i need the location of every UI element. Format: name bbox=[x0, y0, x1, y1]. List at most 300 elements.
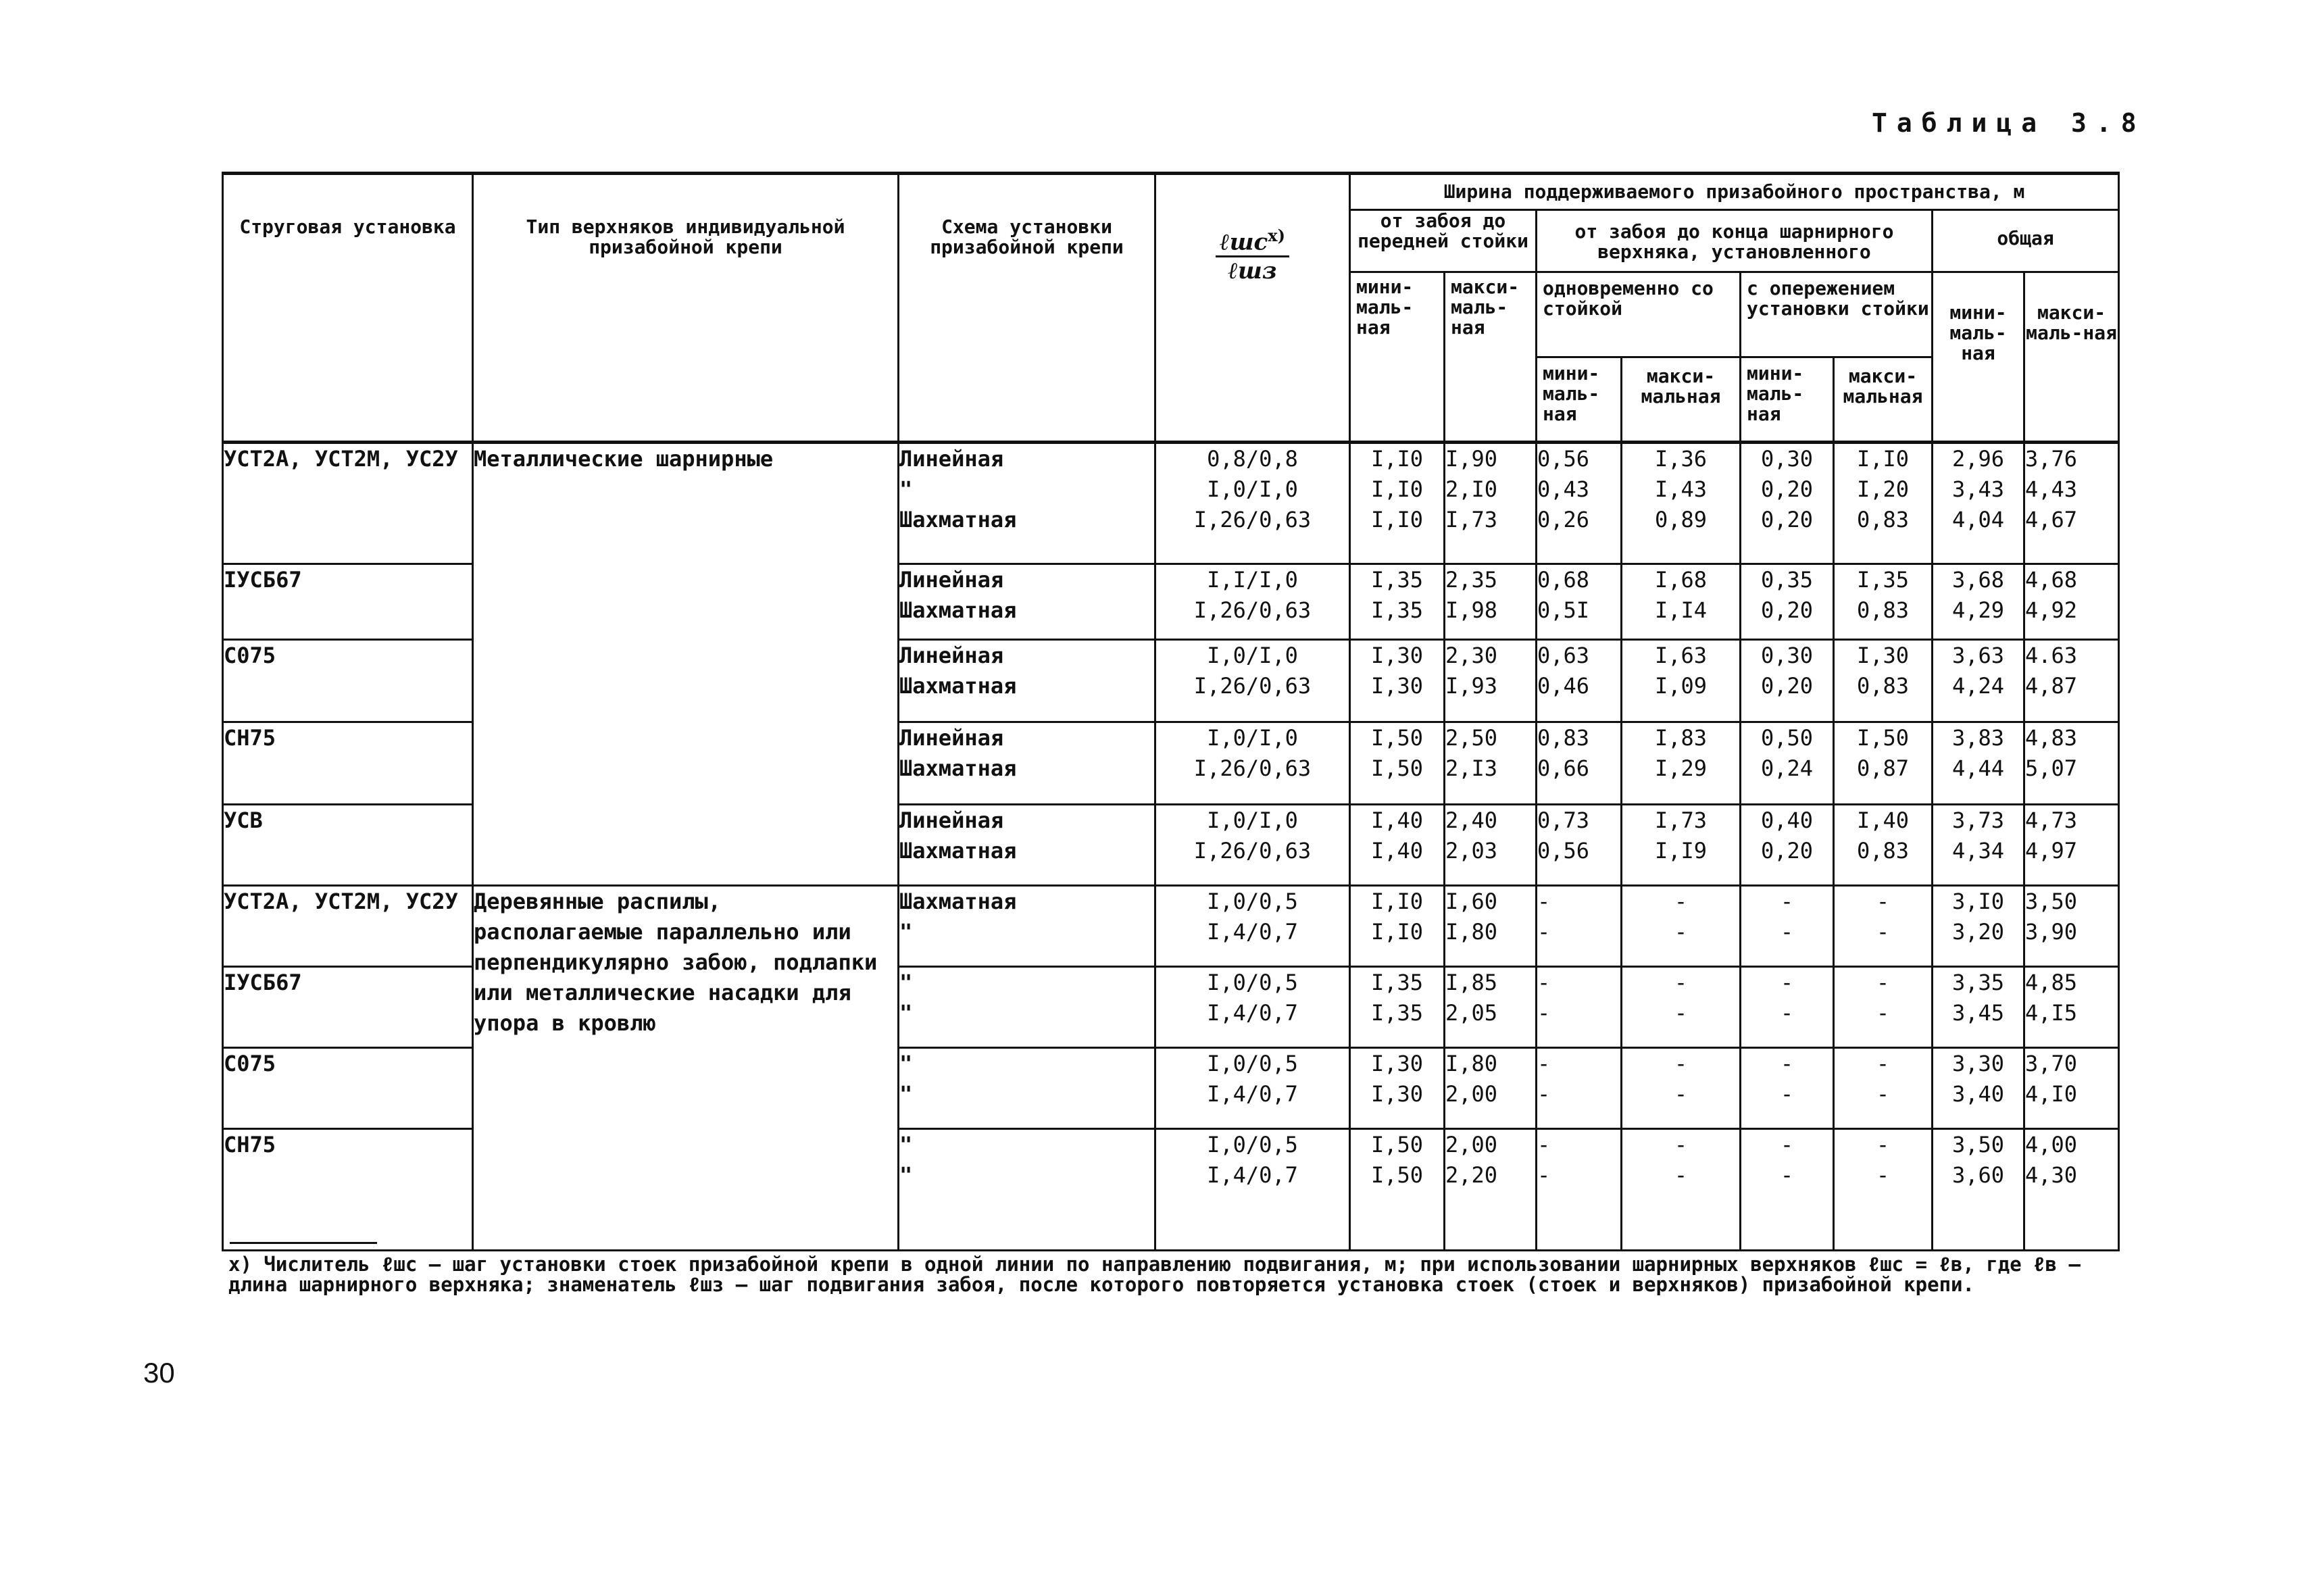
value: I,26/0,63 bbox=[1193, 755, 1312, 781]
value: I,0/I,0 bbox=[1207, 643, 1298, 668]
ratio-fraction bbox=[1216, 222, 1289, 284]
value: 3,90 bbox=[2025, 919, 2078, 945]
value: - bbox=[1876, 1132, 1890, 1157]
front-min-cell bbox=[1350, 1048, 1445, 1129]
adv-max-cell bbox=[1834, 1129, 1933, 1251]
value: I,60 bbox=[1445, 889, 1498, 914]
value: 3,43 bbox=[1951, 476, 2005, 502]
header-total: общая bbox=[1933, 210, 2119, 272]
sim-max-cell bbox=[1622, 722, 1741, 805]
value: 3,40 bbox=[1951, 1081, 2005, 1107]
ratio-cell bbox=[1155, 886, 1350, 967]
header-crib-type: Тип верхняков индивидуальной призабойной крепи bbox=[473, 174, 899, 443]
value: 0,83 bbox=[1856, 673, 1910, 699]
value: 4,92 bbox=[2025, 597, 2078, 623]
header-front-min: мини-маль-ная bbox=[1350, 272, 1445, 443]
value: I,26/0,63 bbox=[1193, 507, 1312, 532]
sim-max-cell bbox=[1622, 967, 1741, 1048]
value: I,40 bbox=[1370, 807, 1424, 833]
page-number: 30 bbox=[143, 1357, 175, 1389]
crib-type-metal: Металлические шарнирные bbox=[473, 443, 899, 886]
front-max-cell bbox=[1445, 443, 1537, 564]
ratio-cell bbox=[1155, 1048, 1350, 1129]
tot-max-cell bbox=[2024, 805, 2119, 886]
sim-min-cell bbox=[1537, 886, 1622, 967]
value: 4,I5 bbox=[2025, 1000, 2078, 1026]
scheme-line: " bbox=[899, 476, 913, 502]
header-front-max: макси-маль-ная bbox=[1445, 272, 1537, 443]
tot-max-cell bbox=[2024, 886, 2119, 967]
value: 0,40 bbox=[1760, 807, 1814, 833]
value: I,35 bbox=[1370, 597, 1424, 623]
value: - bbox=[1537, 1051, 1551, 1076]
scheme-line: Линейная bbox=[899, 446, 1004, 472]
value: I,0/I,0 bbox=[1207, 807, 1298, 833]
value: 0,63 bbox=[1537, 643, 1590, 668]
value: 0,20 bbox=[1760, 597, 1814, 623]
table-caption: Таблица 3.8 bbox=[1872, 108, 2146, 138]
adv-max-cell bbox=[1834, 805, 1933, 886]
plant-cell: УСТ2А, УСТ2М, УС2У bbox=[223, 886, 473, 967]
header-sim-min: мини-маль-ная bbox=[1537, 357, 1622, 443]
value: I,63 bbox=[1654, 643, 1708, 668]
tot-max-cell bbox=[2024, 967, 2119, 1048]
ratio-cell bbox=[1155, 967, 1350, 1048]
scheme-cell bbox=[899, 564, 1155, 640]
value: I,43 bbox=[1654, 476, 1708, 502]
value: 3,35 bbox=[1951, 970, 2005, 995]
value: I,26/0,63 bbox=[1193, 673, 1312, 699]
value: I,I0 bbox=[1370, 446, 1424, 472]
value: I,50 bbox=[1370, 1162, 1424, 1188]
value: I,I/I,0 bbox=[1207, 567, 1298, 593]
plant-cell: С075 bbox=[223, 1048, 473, 1129]
value: 4,00 bbox=[2025, 1132, 2078, 1157]
value: 0,5I bbox=[1537, 597, 1590, 623]
value: 4,67 bbox=[2025, 507, 2078, 532]
value: I,50 bbox=[1370, 725, 1424, 751]
sim-max-cell bbox=[1622, 1048, 1741, 1129]
value: I,90 bbox=[1445, 446, 1498, 472]
value: 0,83 bbox=[1537, 725, 1590, 751]
plant-cell: IУСБ67 bbox=[223, 967, 473, 1048]
value: 0,30 bbox=[1760, 446, 1814, 472]
value: 2,I0 bbox=[1445, 476, 1498, 502]
plant-cell: С075 bbox=[223, 640, 473, 722]
value: - bbox=[1537, 1081, 1551, 1107]
sim-max-cell bbox=[1622, 640, 1741, 722]
value: 4,I0 bbox=[2025, 1081, 2078, 1107]
scheme-cell bbox=[899, 640, 1155, 722]
ratio-cell bbox=[1155, 564, 1350, 640]
value: 0,73 bbox=[1537, 807, 1590, 833]
tot-min-cell bbox=[1933, 640, 2024, 722]
table-row bbox=[223, 443, 2119, 564]
value: - bbox=[1537, 919, 1551, 945]
value: 2,03 bbox=[1445, 838, 1498, 864]
value: 4,85 bbox=[2025, 970, 2078, 995]
value: I,0/0,5 bbox=[1207, 970, 1298, 995]
value: - bbox=[1876, 1051, 1890, 1076]
value: I,0/0,5 bbox=[1207, 1051, 1298, 1076]
scheme-line: " bbox=[899, 1051, 913, 1076]
value: 4,43 bbox=[2025, 476, 2078, 502]
ratio-cell bbox=[1155, 805, 1350, 886]
value: I,29 bbox=[1654, 755, 1708, 781]
tot-min-cell bbox=[1933, 722, 2024, 805]
value: - bbox=[1780, 1000, 1794, 1026]
value: 3,20 bbox=[1951, 919, 2005, 945]
value: 0,89 bbox=[1654, 507, 1708, 532]
value: - bbox=[1780, 1051, 1794, 1076]
tot-max-cell bbox=[2024, 640, 2119, 722]
value: I,30 bbox=[1370, 1081, 1424, 1107]
adv-max-cell bbox=[1834, 1048, 1933, 1129]
adv-min-cell bbox=[1741, 443, 1834, 564]
value: - bbox=[1674, 1051, 1688, 1076]
plant-cell: УСТ2А, УСТ2М, УС2У bbox=[223, 443, 473, 564]
value: 0,35 bbox=[1760, 567, 1814, 593]
value: I,I0 bbox=[1370, 476, 1424, 502]
sim-max-cell bbox=[1622, 886, 1741, 967]
header-ahead: с опережением установки стойки bbox=[1741, 272, 1933, 357]
sim-min-cell bbox=[1537, 967, 1622, 1048]
value: 4,04 bbox=[1951, 507, 2005, 532]
value: I,68 bbox=[1654, 567, 1708, 593]
tot-min-cell bbox=[1933, 805, 2024, 886]
adv-min-cell bbox=[1741, 1048, 1834, 1129]
adv-min-cell bbox=[1741, 1129, 1834, 1251]
adv-max-cell bbox=[1834, 886, 1933, 967]
scheme-line: " bbox=[899, 1162, 913, 1188]
tot-max-cell bbox=[2024, 1048, 2119, 1129]
scheme-line: Шахматная bbox=[899, 838, 1017, 864]
scheme-line: Шахматная bbox=[899, 673, 1017, 699]
scheme-line: " bbox=[899, 1132, 913, 1157]
header-total-min: мини-маль-ная bbox=[1933, 272, 2024, 443]
value: I,50 bbox=[1856, 725, 1910, 751]
value: I,30 bbox=[1370, 643, 1424, 668]
adv-max-cell bbox=[1834, 722, 1933, 805]
value: I,35 bbox=[1856, 567, 1910, 593]
sim-min-cell bbox=[1537, 640, 1622, 722]
header-adv-max: макси-мальная bbox=[1834, 357, 1933, 443]
value: I,4/0,7 bbox=[1207, 1000, 1298, 1026]
scheme-cell bbox=[899, 805, 1155, 886]
header-simultaneous: одновременно со стойкой bbox=[1537, 272, 1741, 357]
sim-min-cell bbox=[1537, 1129, 1622, 1251]
value: 4,44 bbox=[1951, 755, 2005, 781]
value: - bbox=[1674, 1162, 1688, 1188]
value: - bbox=[1876, 1081, 1890, 1107]
value: 0,26 bbox=[1537, 507, 1590, 532]
value: 0,20 bbox=[1760, 838, 1814, 864]
header-sim-max: макси-мальная bbox=[1622, 357, 1741, 443]
value: - bbox=[1537, 970, 1551, 995]
value: - bbox=[1537, 1132, 1551, 1157]
table-row bbox=[223, 886, 2119, 967]
sim-max-cell bbox=[1622, 805, 1741, 886]
ratio-denominator: ℓшз bbox=[1228, 257, 1277, 285]
value: I,I4 bbox=[1654, 597, 1708, 623]
value: 2,50 bbox=[1445, 725, 1498, 751]
value: 4.63 bbox=[2025, 643, 2078, 668]
scheme-cell bbox=[899, 967, 1155, 1048]
value: - bbox=[1876, 919, 1890, 945]
scheme-line: Шахматная bbox=[899, 889, 1017, 914]
front-min-cell bbox=[1350, 805, 1445, 886]
value: 0,43 bbox=[1537, 476, 1590, 502]
adv-max-cell bbox=[1834, 443, 1933, 564]
scheme-cell bbox=[899, 886, 1155, 967]
front-max-cell bbox=[1445, 1048, 1537, 1129]
value: 4,34 bbox=[1951, 838, 2005, 864]
value: I,I0 bbox=[1370, 919, 1424, 945]
footnote: х) Числитель ℓшс – шаг установки стоек призабойной крепи в одной линии по направлению подвигания, м; при использовании шарнирных верхняков ℓшс = ℓв, где ℓв – длина шарнирного верхняка; знаменатель ℓшз – шаг подвигания забоя, после которого повторяется установка стоек (стоек и верхняков) призабойной крепи. bbox=[228, 1253, 2081, 1296]
value: I,30 bbox=[1856, 643, 1910, 668]
tot-min-cell bbox=[1933, 1129, 2024, 1251]
value: - bbox=[1537, 1162, 1551, 1188]
adv-min-cell bbox=[1741, 640, 1834, 722]
crib-type-wood: Деревянные распилы, располагаемые параллельно или перпендикулярно забою, подлапки или металлические насадки для упора в кровлю bbox=[473, 886, 899, 1251]
value: I,26/0,63 bbox=[1193, 597, 1312, 623]
tot-max-cell bbox=[2024, 564, 2119, 640]
value: - bbox=[1780, 1162, 1794, 1188]
adv-min-cell bbox=[1741, 564, 1834, 640]
header-adv-min: мини-маль-ная bbox=[1741, 357, 1834, 443]
scheme-line: " bbox=[899, 1000, 913, 1026]
header-scheme: Схема установки призабойной крепи bbox=[899, 174, 1155, 443]
value: - bbox=[1876, 1000, 1890, 1026]
ratio-cell bbox=[1155, 722, 1350, 805]
value: 0,20 bbox=[1760, 673, 1814, 699]
value: - bbox=[1780, 1132, 1794, 1157]
value: I,93 bbox=[1445, 673, 1498, 699]
scheme-line: Линейная bbox=[899, 567, 1004, 593]
scheme-line: Линейная bbox=[899, 725, 1004, 751]
value: - bbox=[1876, 889, 1890, 914]
value: - bbox=[1780, 1081, 1794, 1107]
front-max-cell bbox=[1445, 1129, 1537, 1251]
sim-min-cell bbox=[1537, 443, 1622, 564]
header-width-group: Ширина поддерживаемого призабойного пространства, м bbox=[1350, 174, 2119, 210]
value: 5,07 bbox=[2025, 755, 2078, 781]
header-total-max: макси-маль-ная bbox=[2024, 272, 2119, 443]
value: - bbox=[1780, 889, 1794, 914]
value: 2,35 bbox=[1445, 567, 1498, 593]
front-min-cell bbox=[1350, 967, 1445, 1048]
front-min-cell bbox=[1350, 443, 1445, 564]
value: - bbox=[1674, 1132, 1688, 1157]
value: - bbox=[1537, 889, 1551, 914]
value: I,80 bbox=[1445, 1051, 1498, 1076]
tot-max-cell bbox=[2024, 1129, 2119, 1251]
value: I,50 bbox=[1370, 755, 1424, 781]
tot-min-cell bbox=[1933, 967, 2024, 1048]
value: - bbox=[1876, 1162, 1890, 1188]
tot-min-cell bbox=[1933, 564, 2024, 640]
scheme-line: " bbox=[899, 1081, 913, 1107]
tot-min-cell bbox=[1933, 1048, 2024, 1129]
footnote-mark: х) bbox=[1268, 226, 1285, 245]
value: - bbox=[1674, 919, 1688, 945]
scheme-line: Шахматная bbox=[899, 597, 1017, 623]
value: - bbox=[1780, 970, 1794, 995]
plant-cell: СН75 bbox=[223, 722, 473, 805]
value: I,98 bbox=[1445, 597, 1498, 623]
value: 3,73 bbox=[1951, 807, 2005, 833]
plant-cell: УСВ bbox=[223, 805, 473, 886]
value: I,35 bbox=[1370, 567, 1424, 593]
value: 0,20 bbox=[1760, 476, 1814, 502]
value: 0,87 bbox=[1856, 755, 1910, 781]
value: - bbox=[1537, 1000, 1551, 1026]
value: I,26/0,63 bbox=[1193, 838, 1312, 864]
footnote-rule bbox=[230, 1242, 377, 1244]
sim-min-cell bbox=[1537, 1048, 1622, 1129]
scheme-line: Шахматная bbox=[899, 507, 1017, 532]
value: I,4/0,7 bbox=[1207, 1162, 1298, 1188]
value: I,I9 bbox=[1654, 838, 1708, 864]
value: 0,56 bbox=[1537, 446, 1590, 472]
value: I,73 bbox=[1445, 507, 1498, 532]
adv-min-cell bbox=[1741, 805, 1834, 886]
value: 3,50 bbox=[1951, 1132, 2005, 1157]
value: I,83 bbox=[1654, 725, 1708, 751]
plant-cell: СН75 bbox=[223, 1129, 473, 1251]
value: I,0/I,0 bbox=[1207, 725, 1298, 751]
front-max-cell bbox=[1445, 805, 1537, 886]
ratio-cell bbox=[1155, 640, 1350, 722]
value: I,4/0,7 bbox=[1207, 919, 1298, 945]
value: 4,87 bbox=[2025, 673, 2078, 699]
adv-min-cell bbox=[1741, 722, 1834, 805]
front-min-cell bbox=[1350, 722, 1445, 805]
value: 4,83 bbox=[2025, 725, 2078, 751]
value: 0,66 bbox=[1537, 755, 1590, 781]
scheme-line: Шахматная bbox=[899, 755, 1017, 781]
scheme-cell bbox=[899, 1129, 1155, 1251]
value: 3,76 bbox=[2025, 446, 2078, 472]
value: 2,05 bbox=[1445, 1000, 1498, 1026]
value: I,36 bbox=[1654, 446, 1708, 472]
value: I,0/I,0 bbox=[1207, 476, 1298, 502]
value: I,30 bbox=[1370, 1051, 1424, 1076]
value: I,85 bbox=[1445, 970, 1498, 995]
header-front-stoyka: от забоя до передней стойки bbox=[1350, 210, 1537, 272]
value: - bbox=[1876, 970, 1890, 995]
sim-max-cell bbox=[1622, 1129, 1741, 1251]
value: 3,45 bbox=[1951, 1000, 2005, 1026]
tot-min-cell bbox=[1933, 443, 2024, 564]
value: 2,I3 bbox=[1445, 755, 1498, 781]
value: I,I0 bbox=[1370, 507, 1424, 532]
table-body bbox=[223, 443, 2119, 1251]
value: 0,24 bbox=[1760, 755, 1814, 781]
plant-cell: IУСБ67 bbox=[223, 564, 473, 640]
value: 4,97 bbox=[2025, 838, 2078, 864]
sim-min-cell bbox=[1537, 805, 1622, 886]
adv-max-cell bbox=[1834, 564, 1933, 640]
scheme-line: " bbox=[899, 919, 913, 945]
value: 3,63 bbox=[1951, 643, 2005, 668]
value: 2,00 bbox=[1445, 1132, 1498, 1157]
value: 0,46 bbox=[1537, 673, 1590, 699]
support-width-table bbox=[222, 172, 2120, 1251]
value: 2,96 bbox=[1951, 446, 2005, 472]
ratio-numerator: ℓшс bbox=[1220, 228, 1268, 256]
header-plant: Струговая установка bbox=[223, 174, 473, 443]
value: 0,50 bbox=[1760, 725, 1814, 751]
value: - bbox=[1674, 1081, 1688, 1107]
value: I,50 bbox=[1370, 1132, 1424, 1157]
value: 2,00 bbox=[1445, 1081, 1498, 1107]
value: I,4/0,7 bbox=[1207, 1081, 1298, 1107]
ratio-cell bbox=[1155, 1129, 1350, 1251]
scheme-cell bbox=[899, 443, 1155, 564]
value: I,80 bbox=[1445, 919, 1498, 945]
front-min-cell bbox=[1350, 564, 1445, 640]
tot-max-cell bbox=[2024, 443, 2119, 564]
value: 0,56 bbox=[1537, 838, 1590, 864]
value: I,35 bbox=[1370, 1000, 1424, 1026]
adv-max-cell bbox=[1834, 967, 1933, 1048]
value: 0,68 bbox=[1537, 567, 1590, 593]
sim-max-cell bbox=[1622, 443, 1741, 564]
front-min-cell bbox=[1350, 1129, 1445, 1251]
front-max-cell bbox=[1445, 886, 1537, 967]
value: - bbox=[1674, 889, 1688, 914]
adv-min-cell bbox=[1741, 967, 1834, 1048]
value: 3,70 bbox=[2025, 1051, 2078, 1076]
value: 3,83 bbox=[1951, 725, 2005, 751]
value: 2,30 bbox=[1445, 643, 1498, 668]
value: 0,83 bbox=[1856, 507, 1910, 532]
header-face-to-end: от забоя до конца шарнирного верхняка, установленного bbox=[1537, 210, 1933, 272]
value: I,0/0,5 bbox=[1207, 889, 1298, 914]
value: I,35 bbox=[1370, 970, 1424, 995]
value: I,73 bbox=[1654, 807, 1708, 833]
value: 0,83 bbox=[1856, 597, 1910, 623]
value: 3,50 bbox=[2025, 889, 2078, 914]
front-max-cell bbox=[1445, 967, 1537, 1048]
value: I,20 bbox=[1856, 476, 1910, 502]
value: 3,68 bbox=[1951, 567, 2005, 593]
sim-max-cell bbox=[1622, 564, 1741, 640]
value: - bbox=[1674, 1000, 1688, 1026]
value: 4,73 bbox=[2025, 807, 2078, 833]
value: 3,60 bbox=[1951, 1162, 2005, 1188]
scheme-cell bbox=[899, 1048, 1155, 1129]
tot-min-cell bbox=[1933, 886, 2024, 967]
value: I,09 bbox=[1654, 673, 1708, 699]
table-header bbox=[223, 174, 2119, 443]
tot-max-cell bbox=[2024, 722, 2119, 805]
value: 3,30 bbox=[1951, 1051, 2005, 1076]
value: 3,I0 bbox=[1951, 889, 2005, 914]
value: 2,40 bbox=[1445, 807, 1498, 833]
value: 0,8/0,8 bbox=[1207, 446, 1298, 472]
value: 4,24 bbox=[1951, 673, 2005, 699]
header-ratio bbox=[1155, 174, 1350, 443]
front-max-cell bbox=[1445, 564, 1537, 640]
value: I,40 bbox=[1856, 807, 1910, 833]
scheme-line: " bbox=[899, 970, 913, 995]
value: I,40 bbox=[1370, 838, 1424, 864]
adv-min-cell bbox=[1741, 886, 1834, 967]
adv-max-cell bbox=[1834, 640, 1933, 722]
value: 4,68 bbox=[2025, 567, 2078, 593]
